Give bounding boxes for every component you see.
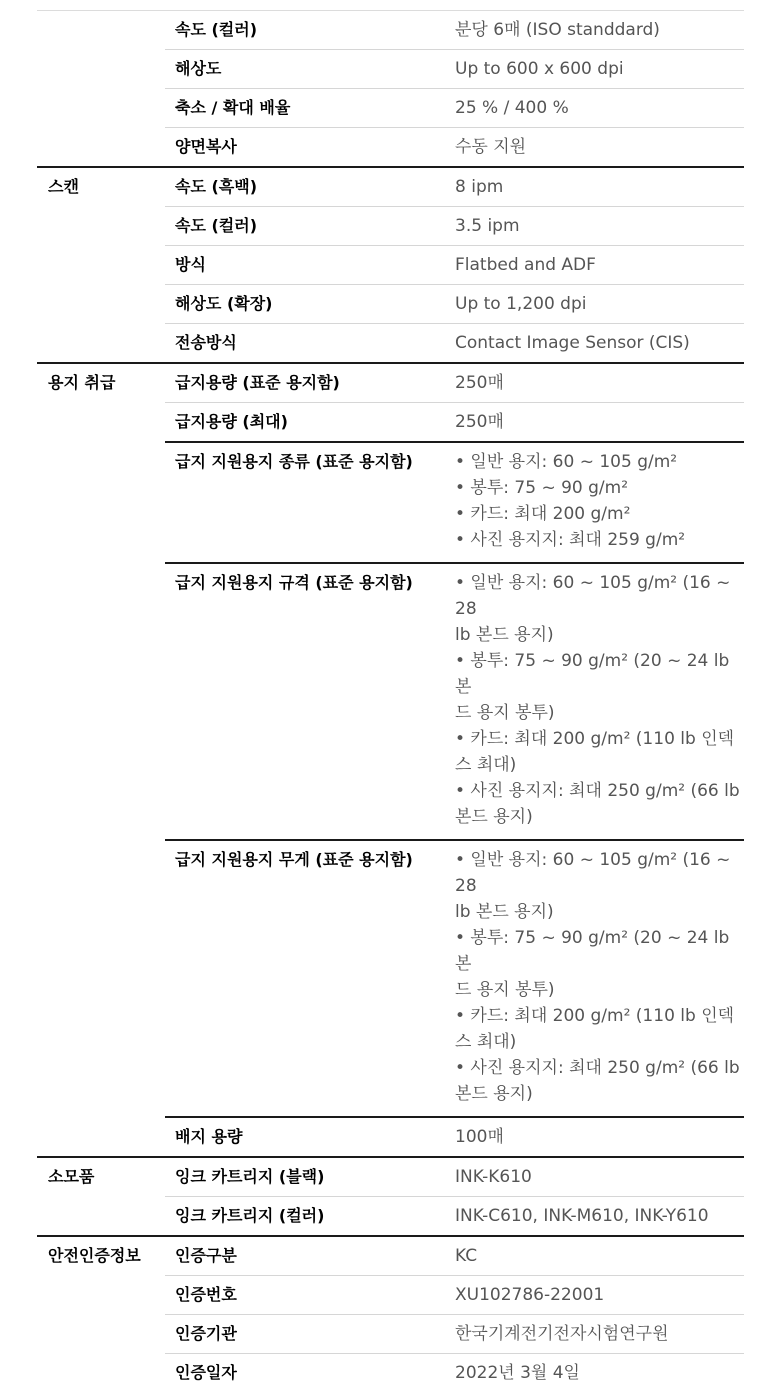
spec-value (455, 443, 744, 562)
spec-value-line: 한국기계전기전자시험연구원 (455, 1324, 669, 1344)
spec-value-line: 드 용지 봉투) (455, 980, 555, 1000)
spec-value-line: Up to 1,200 dpi (455, 294, 587, 314)
category-label (37, 11, 165, 166)
spec-group (37, 362, 744, 1156)
spec-rows (165, 168, 744, 362)
spec-value (455, 841, 744, 1116)
spec-row (165, 49, 744, 88)
spec-label: 속도 (컬러) (175, 216, 258, 235)
spec-rows (165, 11, 744, 166)
spec-label: 양면복사 (175, 137, 237, 156)
spec-label: 급지 지원용지 무게 (표준 용지함) (175, 850, 413, 869)
spec-row (165, 88, 744, 127)
spec-value-line: • 일반 용지: 60 ~ 105 g/m² (455, 452, 678, 472)
spec-value (455, 11, 744, 49)
spec-value-line: 250매 (455, 412, 504, 432)
spec-table (37, 10, 744, 1392)
spec-label: 인증번호 (175, 1285, 237, 1304)
spec-row (165, 402, 744, 441)
spec-value-line: • 카드: 최대 200 g/m² (110 lb 인덱 (455, 1006, 735, 1026)
spec-label: 배지 용량 (175, 1127, 243, 1146)
spec-label: 급지용량 (최대) (175, 412, 288, 431)
spec-label: 급지 지원용지 규격 (표준 용지함) (175, 573, 413, 592)
spec-value (455, 285, 744, 323)
spec-value-line: INK-C610, INK-M610, INK-Y610 (455, 1206, 709, 1226)
spec-value-line: INK-K610 (455, 1167, 532, 1187)
spec-value-line: • 일반 용지: 60 ~ 105 g/m² (16 ~ 28 (455, 850, 731, 896)
spec-value (455, 246, 744, 284)
spec-label: 방식 (175, 255, 206, 274)
spec-value-line: 수동 지원 (455, 137, 527, 157)
spec-row (165, 1116, 744, 1156)
spec-label: 속도 (컬러) (175, 20, 258, 39)
spec-value-line: 250매 (455, 373, 504, 393)
spec-label: 속도 (흑백) (175, 177, 258, 196)
spec-value (455, 364, 744, 402)
spec-label: 해상도 (175, 59, 222, 78)
category-label: 용지 취급 (48, 373, 116, 392)
spec-row (165, 11, 744, 49)
spec-value-line: • 사진 용지지: 최대 259 g/m² (455, 530, 686, 550)
spec-value (455, 403, 744, 441)
spec-value-line: • 사진 용지지: 최대 250 g/m² (66 lb (455, 781, 740, 801)
spec-value (455, 1118, 744, 1156)
spec-value-line: Flatbed and ADF (455, 255, 596, 275)
spec-value-line: 100매 (455, 1127, 504, 1147)
spec-value-line: • 사진 용지지: 최대 250 g/m² (66 lb (455, 1058, 740, 1078)
spec-row (165, 245, 744, 284)
spec-value-line: • 봉투: 75 ~ 90 g/m² (20 ~ 24 lb 본 (455, 928, 730, 974)
spec-value-line: 드 용지 봉투) (455, 703, 555, 723)
spec-row (165, 206, 744, 245)
spec-value-line: 분당 6매 (ISO standdard) (455, 20, 660, 40)
spec-value-line: • 카드: 최대 200 g/m² (110 lb 인덱 (455, 729, 735, 749)
spec-value-line: Up to 600 x 600 dpi (455, 59, 624, 79)
spec-row (165, 1353, 744, 1392)
spec-group (37, 10, 744, 166)
spec-rows (165, 364, 744, 1156)
spec-group (37, 1235, 744, 1392)
category-label: 스캔 (48, 177, 79, 196)
spec-label: 잉크 카트리지 (블랙) (175, 1167, 325, 1186)
spec-label: 인증기관 (175, 1324, 237, 1343)
spec-row (165, 168, 744, 206)
spec-label: 잉크 카트리지 (컬러) (175, 1206, 325, 1225)
spec-value-line: lb 본드 용지) (455, 625, 554, 645)
spec-label: 인증일자 (175, 1363, 237, 1382)
spec-group (37, 1156, 744, 1235)
spec-rows (165, 1158, 744, 1235)
spec-rows (165, 1237, 744, 1392)
spec-value-line: XU102786-22001 (455, 1285, 605, 1305)
spec-value (455, 207, 744, 245)
spec-value-line: 8 ipm (455, 177, 504, 197)
spec-value (455, 89, 744, 127)
spec-value-line: 3.5 ipm (455, 216, 520, 236)
category-label: 안전인증정보 (48, 1246, 141, 1265)
spec-value (455, 1158, 744, 1196)
spec-row (165, 364, 744, 402)
spec-row (165, 1196, 744, 1235)
spec-value (455, 1237, 744, 1275)
spec-value (455, 128, 744, 166)
spec-row (165, 323, 744, 362)
spec-label: 인증구분 (175, 1246, 237, 1265)
spec-value-line: 2022년 3월 4일 (455, 1363, 580, 1383)
spec-value (455, 1315, 744, 1353)
spec-row (165, 441, 744, 562)
spec-value (455, 50, 744, 88)
spec-value-line: 스 최대) (455, 755, 517, 775)
spec-row (165, 1158, 744, 1196)
spec-value-line: 본드 용지) (455, 1084, 533, 1104)
spec-label: 축소 / 확대 배율 (175, 98, 291, 117)
spec-row (165, 562, 744, 839)
spec-value (455, 1354, 744, 1392)
spec-value (455, 564, 744, 839)
spec-label: 전송방식 (175, 333, 237, 352)
spec-value-line: KC (455, 1246, 478, 1266)
category-label: 소모품 (48, 1167, 95, 1186)
spec-row (165, 1275, 744, 1314)
spec-value (455, 1197, 744, 1235)
spec-value-line: lb 본드 용지) (455, 902, 554, 922)
spec-value (455, 324, 744, 362)
spec-row (165, 127, 744, 166)
spec-value-line: 스 최대) (455, 1032, 517, 1052)
spec-value (455, 168, 744, 206)
spec-label: 급지 지원용지 종류 (표준 용지함) (175, 452, 413, 471)
spec-group (37, 166, 744, 362)
spec-label: 급지용량 (표준 용지함) (175, 373, 340, 392)
spec-value-line: • 일반 용지: 60 ~ 105 g/m² (16 ~ 28 (455, 573, 731, 619)
spec-value-line: • 카드: 최대 200 g/m² (455, 504, 631, 524)
spec-value (455, 1276, 744, 1314)
spec-value-line: • 봉투: 75 ~ 90 g/m² (455, 478, 629, 498)
spec-value-line: 25 % / 400 % (455, 98, 569, 118)
spec-row (165, 1237, 744, 1275)
spec-label: 해상도 (확장) (175, 294, 273, 313)
spec-row (165, 284, 744, 323)
spec-value-line: Contact Image Sensor (CIS) (455, 333, 690, 353)
spec-value-line: 본드 용지) (455, 807, 533, 827)
spec-row (165, 1314, 744, 1353)
spec-value-line: • 봉투: 75 ~ 90 g/m² (20 ~ 24 lb 본 (455, 651, 730, 697)
spec-row (165, 839, 744, 1116)
